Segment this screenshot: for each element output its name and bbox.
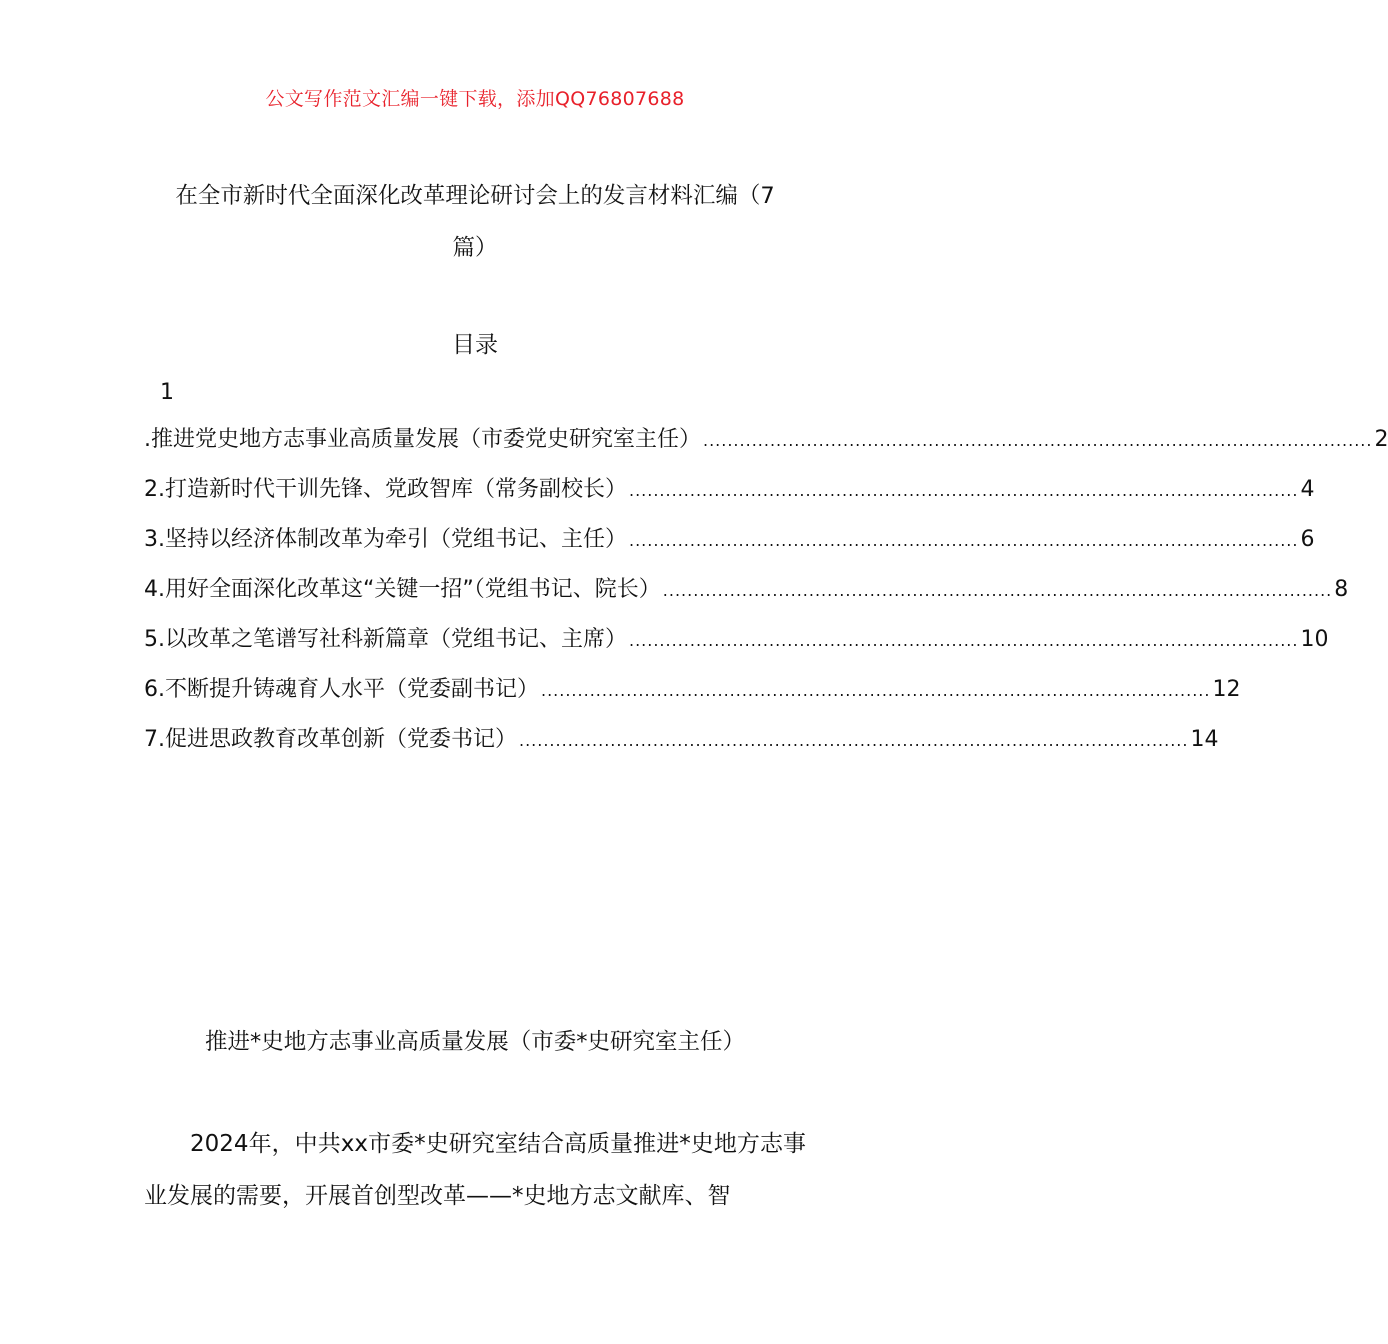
toc-entry-4[interactable] [144,572,1349,622]
toc-page-number: 12 [1212,677,1241,702]
toc-entry-text: 3.坚持以经济体制改革为牵引（党组书记、主任） [144,527,627,552]
toc-dot-leader: .............................................................................................................. [519,731,1189,750]
section-title: 推进*史地方志事业高质量发展（市委*史研究室主任） [204,1029,745,1055]
document-title [150,170,800,274]
toc-page-number: 6 [1300,527,1315,552]
toc-entry-text: 2.打造新时代干训先锋、党政智库（常务副校长） [144,477,627,502]
toc-first-number: 1 [160,380,174,405]
toc-entry-2[interactable] [144,472,1315,522]
document-title-line-2: 篇） [452,235,498,261]
toc-entry-6[interactable] [144,672,1241,722]
toc-entry-text: 6.不断提升铸魂育人水平（党委副书记） [144,677,539,702]
toc-page-number: 2 [1374,427,1388,452]
download-banner: 公文写作范文汇编一键下载，添加QQ76807688 [265,88,685,110]
toc-entry-text: 5.以改革之笔谱写社科新篇章（党组书记、主席） [144,627,627,652]
toc-entry-text: 7.促进思政教育改革创新（党委书记） [144,727,517,752]
toc-entry-text: 4.用好全面深化改革这“关键一招”（党组书记、院长） [144,577,661,602]
toc-entry-3[interactable] [144,522,1315,572]
toc-page-number: 14 [1190,727,1219,752]
toc-dot-leader: .............................................................................................................. [541,681,1211,700]
toc-entry-5[interactable] [144,622,1329,672]
toc-page-number: 8 [1334,577,1349,602]
toc-dot-leader: .............................................................................................................. [662,581,1333,600]
body-paragraph: 2024年，中共xx市委*史研究室结合高质量推进*史地方志事业发展的需要，开展首创型改革——*史地方志文献库、智 [144,1131,806,1209]
toc-dot-leader: .............................................................................................................. [629,531,1299,550]
toc-entry-text: .推进党史地方志事业高质量发展（市委党史研究室主任） [144,427,701,452]
document-title-line-1: 在全市新时代全面深化改革理论研讨会上的发言材料汇编（7 [175,183,775,209]
table-of-contents [144,422,1388,772]
toc-dot-leader: .............................................................................................................. [629,631,1299,650]
toc-heading: 目录 [452,332,498,358]
toc-dot-leader: .............................................................................................................. [629,481,1299,500]
toc-entry-7[interactable] [144,722,1219,772]
toc-page-number: 4 [1300,477,1315,502]
toc-page-number: 10 [1300,627,1329,652]
toc-entry-1[interactable] [144,422,1388,472]
toc-dot-leader: .............................................................................................................. [703,431,1373,450]
